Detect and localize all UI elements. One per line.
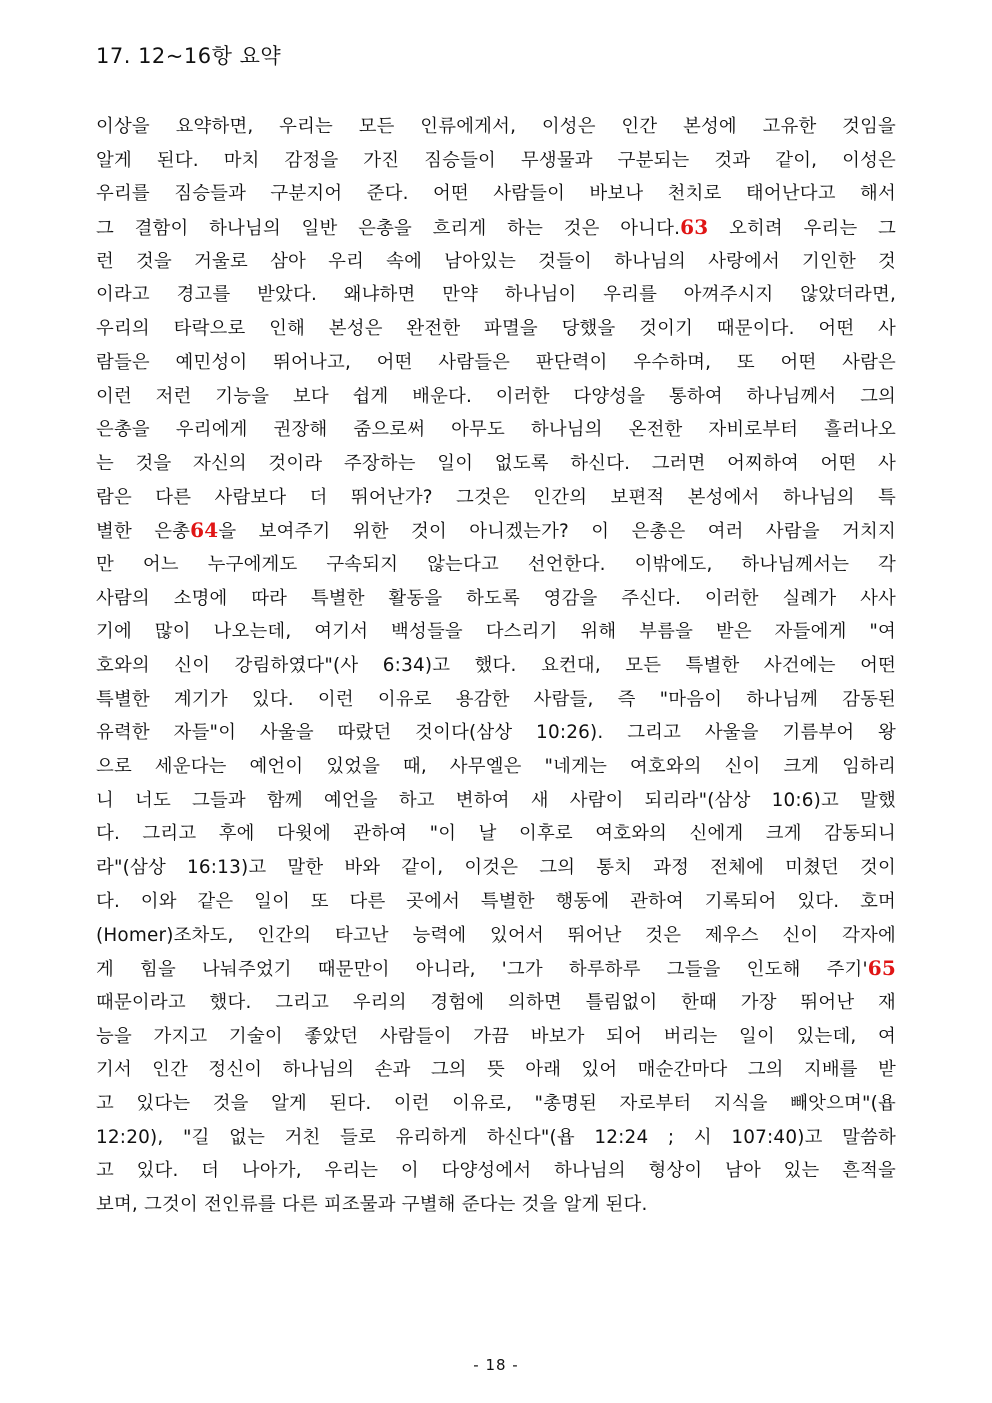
text-line: 니 너도 그들과 함께 예언을 하고 변하여 새 사람이 되리라"(삼상 10:6)고 말했 [96, 789, 896, 811]
text-line: 기서 인간 정신이 하나님의 손과 그의 뜻 아래 있어 매순간마다 그의 지배를 받 [96, 1059, 896, 1081]
text-line: 우리의 타락으로 인해 본성은 완전한 파멸을 당했을 것이기 때문이다. 어떤 사 [96, 318, 896, 340]
footnote-marker-65[interactable]: 65 [867, 956, 896, 981]
text-line: 다. 이와 같은 일이 또 다른 곳에서 특별한 행동에 관하여 기록되어 있다. 호머 [96, 890, 896, 912]
text-line: 라"(삼상 16:13)고 말한 바와 같이, 이것은 그의 통치 과정 전체에 미쳤던 것이 [96, 857, 896, 879]
text-line: 능을 가지고 기술이 좋았던 사람들이 가끔 바보가 되어 버리는 일이 있는데, 여 [96, 1025, 896, 1047]
text-line: 런 것을 거울로 삼아 우리 속에 남아있는 것들이 하나님의 사랑에서 기인한 것 [96, 250, 896, 272]
text-line [96, 514, 896, 548]
text-line: 특별한 계기가 있다. 이런 이유로 용감한 사람들, 즉 "마음이 하나님께 감동된 [96, 688, 896, 710]
text-line [96, 211, 896, 245]
section-heading: 17. 12~16항 요약 [96, 44, 282, 68]
line-segment: 을 보여주기 위한 것이 아니겠는가? 이 은총은 여러 사람을 거치지 [218, 521, 896, 543]
text-line: 이상을 요약하면, 우리는 모든 인류에게서, 이성은 인간 본성에 고유한 것임을 [96, 116, 896, 137]
text-line: 호와의 신이 강림하였다"(사 6:34)고 했다. 요컨대, 모든 특별한 사건에는 어떤 [96, 655, 896, 676]
text-line: 보며, 그것이 전인류를 다른 피조물과 구별해 준다는 것을 알게 된다. [96, 1194, 648, 1215]
body-text [96, 110, 896, 1222]
text-line: 다. 그리고 후에 다윗에 관하여 "이 날 이후로 여호와의 신에게 크게 감동되니 [96, 823, 896, 845]
text-line: 이라고 경고를 받았다. 왜냐하면 만약 하나님이 우리를 아껴주시지 않았더라면, [96, 284, 896, 306]
text-line: 우리를 짐승들과 구분지어 준다. 어떤 사람들이 바보나 천치로 태어난다고 해서 [96, 183, 896, 205]
text-line: 고 있다는 것을 알게 된다. 이런 이유로, "총명된 자로부터 지식을 빼앗으며"(욥 [96, 1092, 896, 1114]
text-line: 이런 저런 기능을 보다 쉽게 배운다. 이러한 다양성을 통하여 하나님께서 그의 [96, 385, 896, 407]
text-line [96, 952, 896, 986]
footnote-marker-63[interactable]: 63 [680, 215, 709, 240]
text-line: 람은 다른 사람보다 더 뛰어난가? 그것은 인간의 보편적 본성에서 하나님의 특 [96, 486, 896, 508]
text-line: 으로 세운다는 예언이 있었을 때, 사무엘은 "네게는 여호와의 신이 크게 임하리 [96, 756, 896, 778]
line-segment: 그 결함이 하나님의 일반 은총을 흐리게 하는 것은 아니다. [96, 218, 681, 240]
line-segment: 오히려 우리는 그 [708, 218, 896, 240]
line-segment: 게 힘을 나눠주었기 때문만이 아니라, '그가 하루하루 그들을 인도해 주기' [96, 959, 868, 981]
text-line: 사람의 소명에 따라 특별한 활동을 하도록 영감을 주신다. 이러한 실례가 사사 [96, 587, 896, 609]
text-line: 유력한 자들"이 사울을 따랐던 것이다(삼상 10:26). 그리고 사울을 기름부어 왕 [96, 722, 896, 744]
text-line: 고 있다. 더 나아가, 우리는 이 다양성에서 하나님의 형상이 남아 있는 흔적을 [96, 1160, 896, 1182]
text-line: 알게 된다. 마치 감정을 가진 짐승들이 무생물과 구분되는 것과 같이, 이성은 [96, 149, 896, 171]
page-number: - 18 - [473, 1356, 519, 1374]
text-line: (Homer)조차도, 인간의 타고난 능력에 있어서 뛰어난 것은 제우스 신이 각자에 [96, 924, 896, 946]
text-line: 12:20), "길 없는 거친 들로 유리하게 하신다"(욥 12:24 ; 시 107:40)고 말씀하 [96, 1126, 896, 1148]
text-line: 은총을 우리에게 권장해 줌으로써 아무도 하나님의 온전한 자비로부터 흘러나오 [96, 419, 896, 441]
text-line: 만 어느 누구에게도 구속되지 않는다고 선언한다. 이밖에도, 하나님께서는 각 [96, 553, 896, 575]
text-line: 람들은 예민성이 뛰어나고, 어떤 사람들은 판단력이 우수하며, 또 어떤 사람은 [96, 351, 896, 373]
text-line: 기에 많이 나오는데, 여기서 백성들을 다스리기 위해 부름을 받은 자들에게 "여 [96, 621, 896, 643]
text-line: 는 것을 자신의 것이라 주장하는 일이 없도록 하신다. 그러면 어찌하여 어떤 사 [96, 452, 896, 474]
line-segment: 별한 은총 [96, 521, 191, 543]
text-line: 때문이라고 했다. 그리고 우리의 경험에 의하면 틀림없이 한때 가장 뛰어난 재 [96, 991, 896, 1013]
footnote-marker-64[interactable]: 64 [190, 518, 219, 543]
